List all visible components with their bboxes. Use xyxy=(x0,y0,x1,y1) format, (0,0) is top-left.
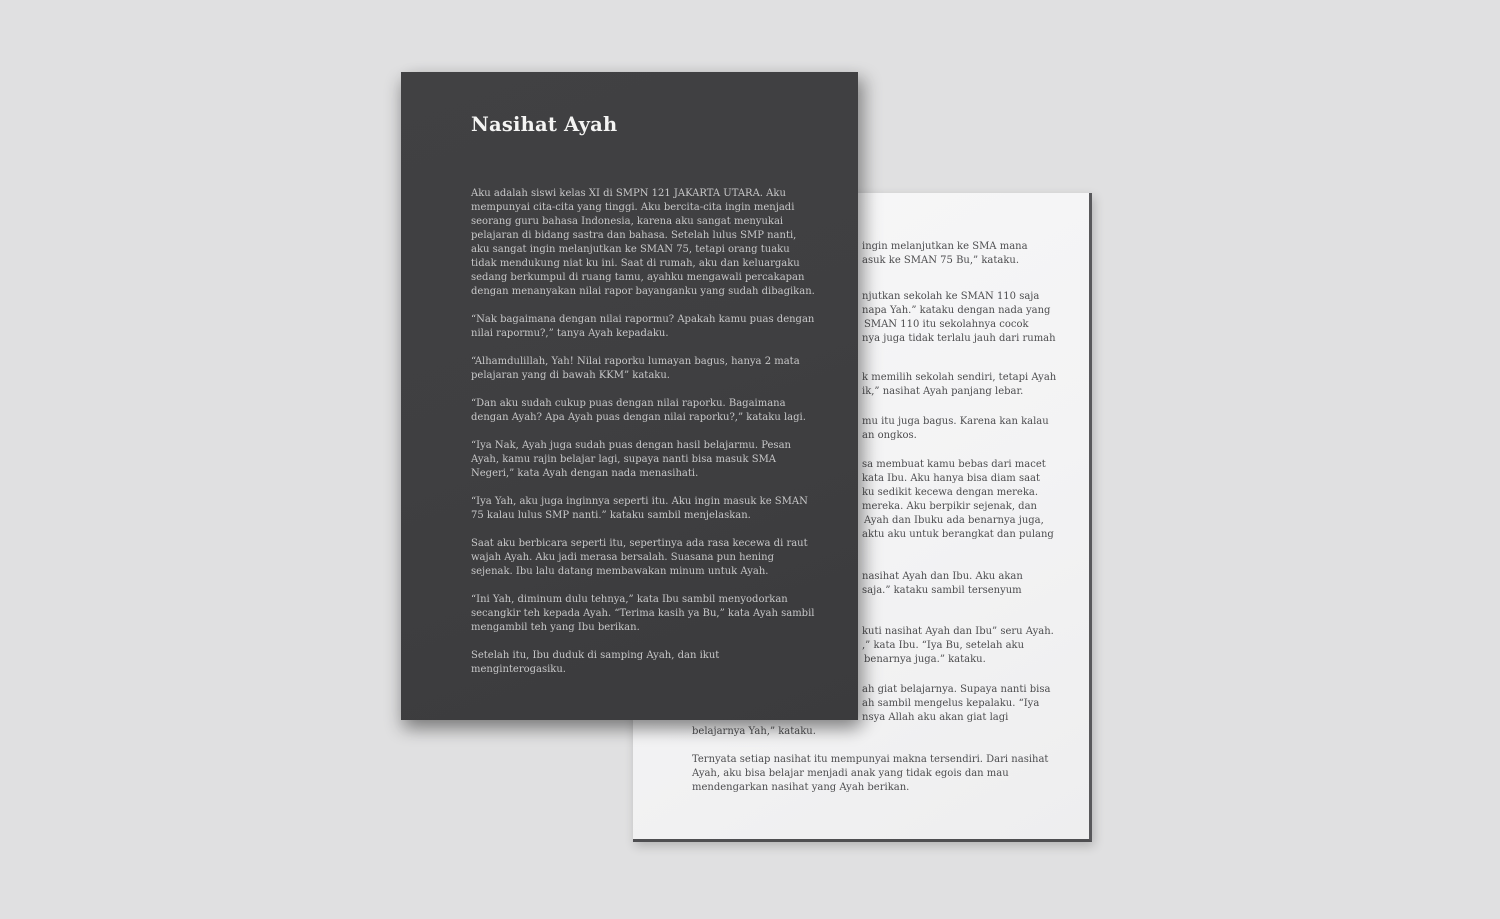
paragraph: Aku adalah siswi kelas XI di SMPN 121 JAKARTA UTARA. Aku mempunyai cita-cita yang tinggi. Aku bercita-cita ingin menjadi seorang guru bahasa Indonesia, karena aku sangat menyukai pelajaran di bidang sastra dan bahasa. Setelah lulus SMP nanti, aku sangat ingin melanjutkan ke SMAN 75, tetapi orang tuaku tidak mendukung niat ku ini. Saat di rumah, aku dan keluargaku sedang berkumpul di ruang tamu, ayahku mengawali percakapan dengan menanyakan nilai rapor bayanganku yang sudah dibagikan. xyxy=(471,188,815,297)
text-line: mu itu juga bagus. Karena kan kalau xyxy=(862,416,1049,427)
text-line: ,” kata Ibu. “Iya Bu, setelah aku xyxy=(862,640,1025,651)
text-line: an ongkos. xyxy=(862,430,917,441)
text-line: ik,” nasihat Ayah panjang lebar. xyxy=(862,386,1024,397)
text-line: napa Yah.” kataku dengan nada yang xyxy=(862,305,1051,316)
text-line: ah giat belajarnya. Supaya nanti bisa xyxy=(862,684,1051,695)
text-line: saja.” kataku sambil tersenyum xyxy=(862,585,1022,596)
text-line: Ayah, aku bisa belajar menjadi anak yang tidak egois dan mau xyxy=(692,768,1009,779)
text-line: aktu aku untuk berangkat dan pulang xyxy=(862,529,1054,540)
text-line: belajarnya Yah,” kataku. xyxy=(692,726,816,737)
text-line: ah sambil mengelus kepalaku. “Iya xyxy=(862,698,1040,709)
paragraph: “Nak bagaimana dengan nilai rapormu? Apakah kamu puas dengan nilai rapormu?,” tanya Ayah kepadaku. xyxy=(471,314,815,339)
text-line: Ternyata setiap nasihat itu mempunyai makna tersendiri. Dari nasihat xyxy=(692,754,1049,765)
text-line: nasihat Ayah dan Ibu. Aku akan xyxy=(862,571,1023,582)
text-line: asuk ke SMAN 75 Bu,” kataku. xyxy=(862,255,1020,266)
text-line: SMAN 110 itu sekolahnya cocok xyxy=(864,319,1029,330)
text-line: ku sedikit kecewa dengan mereka. xyxy=(862,487,1039,498)
paragraph: “Iya Nak, Ayah juga sudah puas dengan hasil belajarmu. Pesan Ayah, kamu rajin belajar lagi, supaya nanti bisa masuk SMA Negeri,” kata Ayah dengan nada menasihati. xyxy=(471,440,791,479)
text-line: nya juga tidak terlalu jauh dari rumah xyxy=(862,333,1056,344)
page-title: Nasihat Ayah xyxy=(471,113,618,136)
text-line: ingin melanjutkan ke SMA mana xyxy=(862,241,1028,252)
paragraph: “Ini Yah, diminum dulu tehnya,” kata Ibu sambil menyodorkan secangkir teh kepada Ayah. “Terima kasih ya Bu,” kata Ayah sambil mengambil teh yang Ibu berikan. xyxy=(471,594,815,633)
page-1-body xyxy=(471,187,816,677)
text-line: benarnya juga.” kataku. xyxy=(864,654,986,665)
text-line: mereka. Aku berpikir sejenak, dan xyxy=(862,501,1037,512)
paragraph: Setelah itu, Ibu duduk di samping Ayah, dan ikut menginterogasiku. xyxy=(471,650,720,675)
text-line: kuti nasihat Ayah dan Ibu” seru Ayah. xyxy=(862,626,1054,637)
text-line: Ayah dan Ibuku ada benarnya juga, xyxy=(864,515,1044,526)
text-line: nsya Allah aku akan giat lagi xyxy=(862,712,1009,723)
text-line: mendengarkan nasihat yang Ayah berikan. xyxy=(692,782,910,793)
document-page-1 xyxy=(401,72,858,720)
paragraph: “Iya Yah, aku juga inginnya seperti itu. Aku ingin masuk ke SMAN 75 kalau lulus SMP nanti.” kataku sambil menjelaskan. xyxy=(471,496,808,521)
text-line: njutkan sekolah ke SMAN 110 saja xyxy=(862,291,1040,302)
text-line: k memilih sekolah sendiri, tetapi Ayah xyxy=(862,372,1057,383)
paragraph: Saat aku berbicara seperti itu, sepertinya ada rasa kecewa di raut wajah Ayah. Aku jadi merasa bersalah. Suasana pun hening sejenak. Ibu lalu datang membawakan minum untuk Ayah. xyxy=(471,538,808,577)
paragraph: “Alhamdulillah, Yah! Nilai raporku lumayan bagus, hanya 2 mata pelajaran yang di bawah KKM” kataku. xyxy=(471,356,800,381)
text-line: kata Ibu. Aku hanya bisa diam saat xyxy=(862,473,1041,484)
text-line: sa membuat kamu bebas dari macet xyxy=(862,459,1046,470)
paragraph: “Dan aku sudah cukup puas dengan nilai raporku. Bagaimana dengan Ayah? Apa Ayah puas dengan nilai raporku?,” kataku lagi. xyxy=(471,398,806,423)
